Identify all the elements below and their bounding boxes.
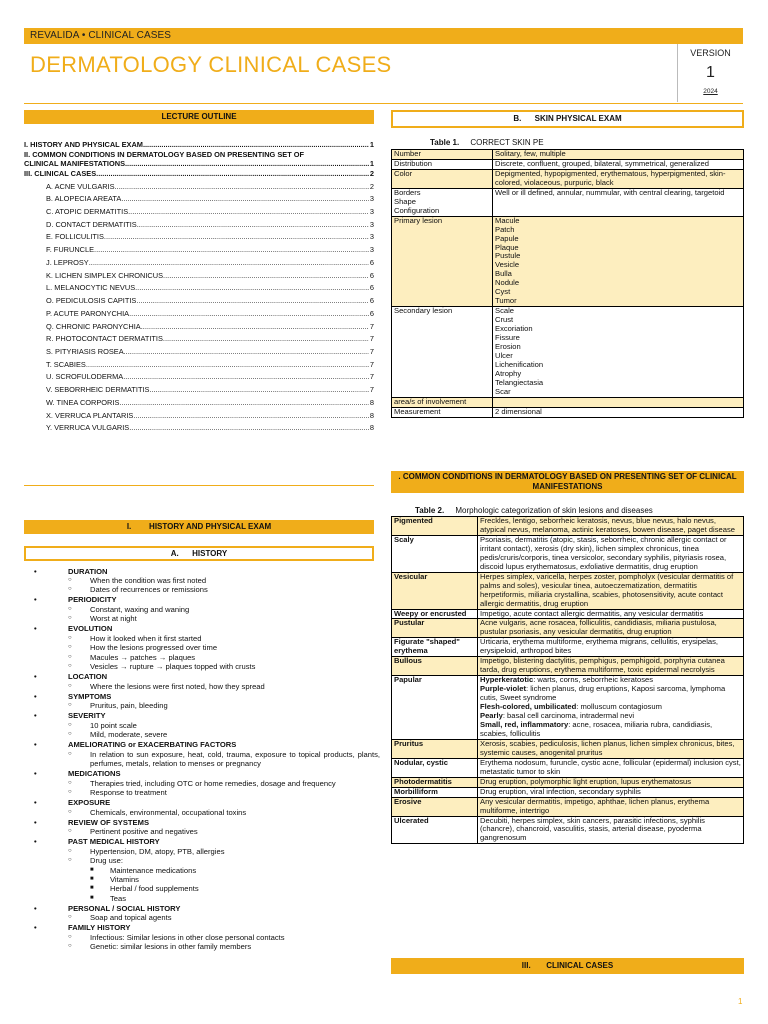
morphology-category: Pruritus <box>392 739 478 758</box>
history-list <box>58 566 380 952</box>
history-sub-item: ○ How it looked when it first started <box>58 634 380 643</box>
papular-line <box>480 685 741 703</box>
history-sub-item: ○ Hypertension, DM, atopy, PTB, allergies <box>58 847 380 856</box>
outline-leader-dots <box>133 411 369 421</box>
outline-leader-dots <box>119 398 369 408</box>
skin-pe-row <box>392 216 744 307</box>
outline-item-label: F. FURUNCLE <box>46 245 95 255</box>
morphology-row <box>392 517 744 536</box>
papular-type: Pearly <box>480 711 503 721</box>
outline-item <box>24 334 374 344</box>
morphology-row <box>392 657 744 676</box>
skin-pe-value: Solitary, few, multiple <box>493 150 744 160</box>
papular-examples: : lichen planus, drug eruptions, Kaposi sarcoma, lymphoma cutis, Sweet syndrome <box>480 684 726 703</box>
version-box <box>677 44 743 102</box>
skin-pe-row <box>392 188 744 216</box>
history-sub-item: ○ Where the lesions were first noted, how they spread <box>58 682 380 691</box>
skin-pe-value: 2 dimensional <box>493 407 744 417</box>
outline-page-number: 6 <box>369 270 374 280</box>
outline-leader-dots <box>121 194 369 204</box>
outline-item-label: P. ACUTE PARONYCHIA <box>46 308 130 318</box>
outline-item-label: R. PHOTOCONTACT DERMATITIS <box>46 334 163 344</box>
outline-item-label: II. COMMON CONDITIONS IN DERMATOLOGY BASED ON PRESENTING SET OF <box>24 149 305 159</box>
table-1-label: Table 1. <box>430 138 460 147</box>
morphology-diseases: Any vesicular dermatitis, impetigo, aphthae, lichen planus, erythema multiforme, intertrigo <box>478 797 744 816</box>
outline-page-number: 6 <box>369 283 374 293</box>
version-label: VERSION <box>690 48 731 58</box>
skin-pe-value <box>493 397 744 407</box>
history-sub-item: ○ 10 point scale <box>58 721 380 730</box>
history-bullet: • PAST MEDICAL HISTORY <box>58 837 380 846</box>
papular-line <box>480 721 741 739</box>
skin-pe-key: Borders Shape Configuration <box>392 188 493 216</box>
morphology-diseases: Drug eruption, viral infection, secondary syphilis <box>478 787 744 797</box>
history-sub-item: ○ Soap and topical agents <box>58 913 380 922</box>
morphology-row <box>392 619 744 638</box>
outline-page-number: 3 <box>369 232 374 242</box>
morphology-category: Figurate "shaped" erythema <box>392 638 478 657</box>
morphology-diseases: Erythema nodosum, furuncle, cystic acne, follicular (epidermal) inclusion cyst, metastatic tumor to skin <box>478 758 744 777</box>
morphology-row <box>392 535 744 572</box>
history-bullet: • PERIODICITY <box>58 595 380 604</box>
papular-examples: : acne, rosacea, miliaria rubra, candidiasis, scabies, folliculitis <box>480 719 713 738</box>
skin-pe-key: Number <box>392 150 493 160</box>
skin-pe-row <box>392 150 744 160</box>
history-bullet: • EXPOSURE <box>58 798 380 807</box>
history-sub-item: ○ Macules → patches → plaques <box>58 653 380 662</box>
history-sub-item: ○ In relation to sun exposure, heat, cold, trauma, exposure to topical products, plants, perfumes, metals, relation to menses or pregnancy <box>58 750 380 769</box>
skin-pe-key: Distribution <box>392 159 493 169</box>
morphology-diseases: Herpes simplex, varicella, herpes zoster, pompholyx (vesicular dermatitis of palms and soles), vesicular tinea, autoeczematization, dermatitis herpetiformis, miliaria crystallina, scabies, photosensitivity, acute contact allergic dermatitis, drug eruption <box>478 572 744 609</box>
skin-pe-value: Depigmented, hypopigmented, erythematous, hyperpigmented, skin-colored, violaceous, purpuric, black <box>493 169 744 188</box>
morphology-diseases: Drug eruption, polymorphic light eruption, lupus erythematosus <box>478 777 744 787</box>
skin-pe-row <box>392 397 744 407</box>
skin-pe-key: area/s of involvement <box>392 397 493 407</box>
outline-leader-dots <box>150 385 369 395</box>
outline-item <box>24 360 374 370</box>
history-bullet: • MEDICATIONS <box>58 769 380 778</box>
outline-leader-dots <box>163 271 369 281</box>
outline-leader-dots <box>124 347 369 357</box>
outline-item <box>24 271 374 281</box>
outline-item <box>24 207 374 217</box>
header-bar <box>24 28 743 44</box>
history-sub-item: ○ Therapies tried, including OTC or home remedies, dosage and frequency <box>58 779 380 788</box>
skin-pe-key: Color <box>392 169 493 188</box>
outline-item <box>24 423 374 433</box>
history-sub-item: ○ Vesicles → rupture → plaques topped with crusts <box>58 662 380 671</box>
history-sub-sub-item: ■ Herbal / food supplements <box>58 884 380 893</box>
skin-pe-row <box>392 169 744 188</box>
outline-leader-dots <box>104 232 369 242</box>
outline-leader-dots <box>86 360 369 370</box>
outline-page-number: 1 <box>369 159 374 169</box>
history-sub-sub-item: ■ Teas <box>58 894 380 903</box>
outline-leader-dots <box>94 245 369 255</box>
outline-leader-dots <box>136 296 369 306</box>
outline-item-label: D. CONTACT DERMATITIS <box>46 219 137 229</box>
outline-item <box>24 347 374 357</box>
document-title: DERMATOLOGY CLINICAL CASES <box>30 52 392 77</box>
outline-divider <box>24 485 374 486</box>
outline-page-number: 6 <box>369 296 374 306</box>
outline-item-label: Q. CHRONIC PARONYCHIA <box>46 321 141 331</box>
history-sub-sub-item: ■ Maintenance medications <box>58 866 380 875</box>
skin-pe-table <box>391 149 744 418</box>
skin-pe-value: Well or ill defined, annular, nummular, with central clearing, targetoid <box>493 188 744 216</box>
outline-item <box>24 232 374 242</box>
morphology-category: Photodermatitis <box>392 777 478 787</box>
morphology-diseases: Acne vulgaris, acne rosacea, folliculitis, candidiasis, miliaria pustulosa, pustular psoriasis, any vesicular dermatitis, drug eruption <box>478 619 744 638</box>
outline-item <box>24 296 374 306</box>
history-sub-item: ○ Drug use: <box>58 856 380 865</box>
skin-pe-key: Measurement <box>392 407 493 417</box>
version-number: 1 <box>706 64 715 81</box>
skin-pe-row <box>392 159 744 169</box>
outline-leader-dots <box>135 283 369 293</box>
outline-leader-dots <box>163 334 369 344</box>
outline-page-number: 7 <box>369 321 374 331</box>
outline-item-label: U. SCROFULODERMA <box>46 372 124 382</box>
outline-item-label: O. PEDICULOSIS CAPITIS <box>46 296 137 306</box>
outline-item-label: S. PITYRIASIS ROSEA <box>46 346 124 356</box>
outline-item-label: J. LEPROSY <box>46 257 89 267</box>
history-bullet: • FAMILY HISTORY <box>58 923 380 932</box>
papular-type: Hyperkeratotic <box>480 675 534 685</box>
outline-item-label: X. VERRUCA PLANTARIS <box>46 410 134 420</box>
table-2-label: Table 2. <box>415 506 445 515</box>
morphology-category: Nodular, cystic <box>392 758 478 777</box>
outline-item-label: CLINICAL MANIFESTATIONS <box>24 159 125 169</box>
skin-pe-row <box>392 307 744 398</box>
outline-item <box>24 150 374 169</box>
history-sub-item: ○ Chemicals, environmental, occupational toxins <box>58 808 380 817</box>
morphology-category: Bullous <box>392 657 478 676</box>
outline-leader-dots <box>96 169 369 179</box>
outline-page-number: 2 <box>369 181 374 191</box>
section-1-heading: I. HISTORY AND PHYSICAL EXAM <box>24 520 374 534</box>
outline-item <box>24 283 374 293</box>
morphology-row <box>392 572 744 609</box>
papular-examples: : basal cell carcinoma, intradermal nevi <box>502 711 635 721</box>
history-bullet: • DURATION <box>58 567 380 576</box>
outline-page-number: 8 <box>369 423 374 433</box>
history-sub-item: ○ Pertinent positive and negatives <box>58 827 380 836</box>
header-divider <box>24 103 743 104</box>
history-sub-item: ○ Dates of recurrences or remissions <box>58 585 380 594</box>
outline-item-label: Y. VERRUCA VULGARIS <box>46 423 130 433</box>
history-bullet: • PERSONAL / SOCIAL HISTORY <box>58 904 380 913</box>
skin-pe-key: Primary lesion <box>392 216 493 307</box>
history-bullet: • LOCATION <box>58 672 380 681</box>
history-bullet: • SEVERITY <box>58 711 380 720</box>
history-sub-item: ○ Worst at night <box>58 614 380 623</box>
history-bullet: • REVIEW OF SYSTEMS <box>58 818 380 827</box>
history-sub-item: ○ Constant, waxing and waning <box>58 605 380 614</box>
outline-item <box>24 220 374 230</box>
version-year: 2024 <box>703 88 718 95</box>
skin-pe-key: Secondary lesion <box>392 307 493 398</box>
outline-page-number: 1 <box>369 140 374 149</box>
papular-type: Flesh-colored, umbilicated <box>480 702 577 712</box>
papular-examples: : molluscum contagiosum <box>576 702 662 712</box>
outline-item-label: A. ACNE VULGARIS <box>46 181 115 191</box>
outline-item <box>24 309 374 319</box>
page-number: 1 <box>738 997 743 1006</box>
outline-page-number: 6 <box>369 308 374 318</box>
skin-pe-value: Macule Patch Papule Plaque Pustule Vesicle Bulla Nodule Cyst Tumor <box>493 216 744 307</box>
outline-item-label: T. SCABIES <box>46 359 86 369</box>
morphology-category: Weepy or encrusted <box>392 609 478 619</box>
outline-page-number: 3 <box>369 219 374 229</box>
outline-item-label: B. ALOPECIA AREATA <box>46 194 122 204</box>
history-sub-item: ○ Response to treatment <box>58 788 380 797</box>
morphology-category: Scaly <box>392 535 478 572</box>
history-sub-item: ○ Genetic: similar lesions in other family members <box>58 942 380 951</box>
outline-leader-dots <box>129 309 369 319</box>
section-2-heading: . COMMON CONDITIONS IN DERMATOLOGY BASED ON PRESENTING SET OF CLINICAL MANIFESTATIONS <box>391 471 744 493</box>
outline-item-label: III. CLINICAL CASES <box>24 168 97 178</box>
papular-examples: : warts, corns, seborrheic keratoses <box>533 675 654 685</box>
morphology-row <box>392 609 744 619</box>
outline-item <box>24 385 374 395</box>
header-course-label: REVALIDA • CLINICAL CASES <box>30 30 172 41</box>
outline-item <box>24 372 374 382</box>
outline-item-label: L. MELANOCYTIC NEVUS <box>46 283 136 293</box>
history-sub-item: ○ How the lesions progressed over time <box>58 643 380 652</box>
morphology-row <box>392 638 744 657</box>
outline-page-number: 3 <box>369 245 374 255</box>
outline-item <box>24 258 374 268</box>
history-subheading: A. HISTORY <box>24 546 374 561</box>
history-bullet: • SYMPTOMS <box>58 692 380 701</box>
outline-page-number: 7 <box>369 385 374 395</box>
morphology-diseases: Psoriasis, dermatitis (atopic, stasis, seborrheic, chronic allergic contact or irritant contact), xerosis (dry skin), lichen simplex chronicus, tinea pedis/cruris/corporis, tinea versicolor, secondary syphilis, pityriasis rosea, discoid lupus erythematosus, exfoliative dermatitis, drug eruption <box>478 535 744 572</box>
morphology-row <box>392 797 744 816</box>
outline-item-label: C. ATOPIC DERMATITIS <box>46 207 129 217</box>
history-bullet: • EVOLUTION <box>58 624 380 633</box>
outline-item-label: V. SEBORRHEIC DERMATITIS <box>46 385 150 395</box>
table-1-title: CORRECT SKIN PE <box>470 138 544 147</box>
outline-leader-dots <box>141 322 369 332</box>
morphology-category: Erosive <box>392 797 478 816</box>
papular-type: Small, red, inflammatory <box>480 719 569 729</box>
skin-pe-row <box>392 407 744 417</box>
outline-page-number: 7 <box>369 346 374 356</box>
morphology-row <box>392 787 744 797</box>
history-sub-item: ○ Mild, moderate, severe <box>58 730 380 739</box>
outline-item <box>24 411 374 421</box>
section-3-heading: III. CLINICAL CASES <box>391 958 744 974</box>
outline-item <box>24 169 374 179</box>
morphology-row <box>392 676 744 740</box>
outline-leader-dots <box>123 372 369 382</box>
outline-page-number: 7 <box>369 359 374 369</box>
history-bullet: • AMELIORATING or EXACERBATING FACTORS <box>58 740 380 749</box>
morphology-diseases: Impetigo, acute contact allergic dermatitis, any vesicular dermatitis <box>478 609 744 619</box>
outline-leader-dots <box>89 258 369 268</box>
outline-item <box>24 322 374 332</box>
table-2-title: Morphologic categorization of skin lesions and diseases <box>455 506 653 515</box>
outline-leader-dots <box>143 140 369 150</box>
history-sub-item: ○ Pruritus, pain, bleeding <box>58 701 380 710</box>
outline-leader-dots <box>125 159 369 169</box>
morphology-row <box>392 777 744 787</box>
outline-page-number: 3 <box>369 207 374 217</box>
outline-item-label: I. HISTORY AND PHYSICAL EXAM <box>24 140 143 149</box>
outline-leader-dots <box>115 182 369 192</box>
morphology-category: Ulcerated <box>392 816 478 844</box>
history-sub-sub-item: ■ Vitamins <box>58 875 380 884</box>
history-sub-item: ○ Infectious: Similar lesions in other close personal contacts <box>58 933 380 942</box>
morphology-category: Morbilliform <box>392 787 478 797</box>
outline-item <box>24 194 374 204</box>
outline-heading: LECTURE OUTLINE <box>24 110 374 124</box>
papular-type: Purple-violet <box>480 684 526 694</box>
outline-item <box>24 182 374 192</box>
outline-item <box>24 398 374 408</box>
lecture-outline <box>24 140 374 436</box>
morphology-diseases: Decubiti, herpes simplex, skin cancers, parasitic infections, syphilis (chancre), chancroid, vasculitis, stasis, arterial disease, pyoderma gangrenosum <box>478 816 744 844</box>
outline-page-number: 2 <box>369 168 374 178</box>
outline-leader-dots <box>128 207 369 217</box>
morphology-diseases <box>478 676 744 740</box>
morphology-row <box>392 758 744 777</box>
outline-page-number: 8 <box>369 410 374 420</box>
outline-leader-dots <box>137 220 369 230</box>
outline-leader-dots <box>129 423 369 433</box>
outline-item-label: K. LICHEN SIMPLEX CHRONICUS <box>46 270 164 280</box>
morphology-row <box>392 739 744 758</box>
morphology-category: Papular <box>392 676 478 740</box>
morphology-diseases: Impetigo, blistering dactylitis, pemphigus, pemphigoid, porphyria cutanea tarda, drug eruptions, erythema multiforme, toxic epidermal necrolysis <box>478 657 744 676</box>
outline-item-label: W. TINEA CORPORIS <box>46 397 120 407</box>
outline-item <box>24 245 374 255</box>
outline-page-number: 8 <box>369 397 374 407</box>
history-sub-item: ○ When the condition was first noted <box>58 576 380 585</box>
outline-page-number: 7 <box>369 334 374 344</box>
morphology-diseases: Freckles, lentigo, seborrheic keratosis, nevus, blue nevus, halo nevus, atypical nevus, melanoma, actinic keratoses, bowen disease, paget disease <box>478 517 744 536</box>
morphology-category: Pustular <box>392 619 478 638</box>
morphology-table <box>391 516 744 844</box>
outline-item <box>24 140 374 150</box>
morphology-row <box>392 816 744 844</box>
skin-pe-value: Discrete, confluent, grouped, bilateral, symmetrical, generalized <box>493 159 744 169</box>
outline-item-label: E. FOLLICULITIS <box>46 232 104 242</box>
table-2-caption <box>415 506 653 515</box>
outline-page-number: 7 <box>369 372 374 382</box>
outline-page-number: 3 <box>369 194 374 204</box>
morphology-category: Pigmented <box>392 517 478 536</box>
morphology-diseases: Xerosis, scabies, pediculosis, lichen planus, lichen simplex chronicus, bites, systemic causes, anogenital pruritus <box>478 739 744 758</box>
outline-page-number: 6 <box>369 257 374 267</box>
skin-pe-heading: B. SKIN PHYSICAL EXAM <box>391 110 744 128</box>
skin-pe-value: Scale Crust Excoriation Fissure Erosion Ulcer Lichenification Atrophy Telangiectasia Scar <box>493 307 744 398</box>
morphology-category: Vesicular <box>392 572 478 609</box>
morphology-diseases: Urticaria, erythema multiforme, erythema migrans, cellulitis, erysipelas, erysipeloid, arthropod bites <box>478 638 744 657</box>
table-1-caption <box>430 138 544 147</box>
